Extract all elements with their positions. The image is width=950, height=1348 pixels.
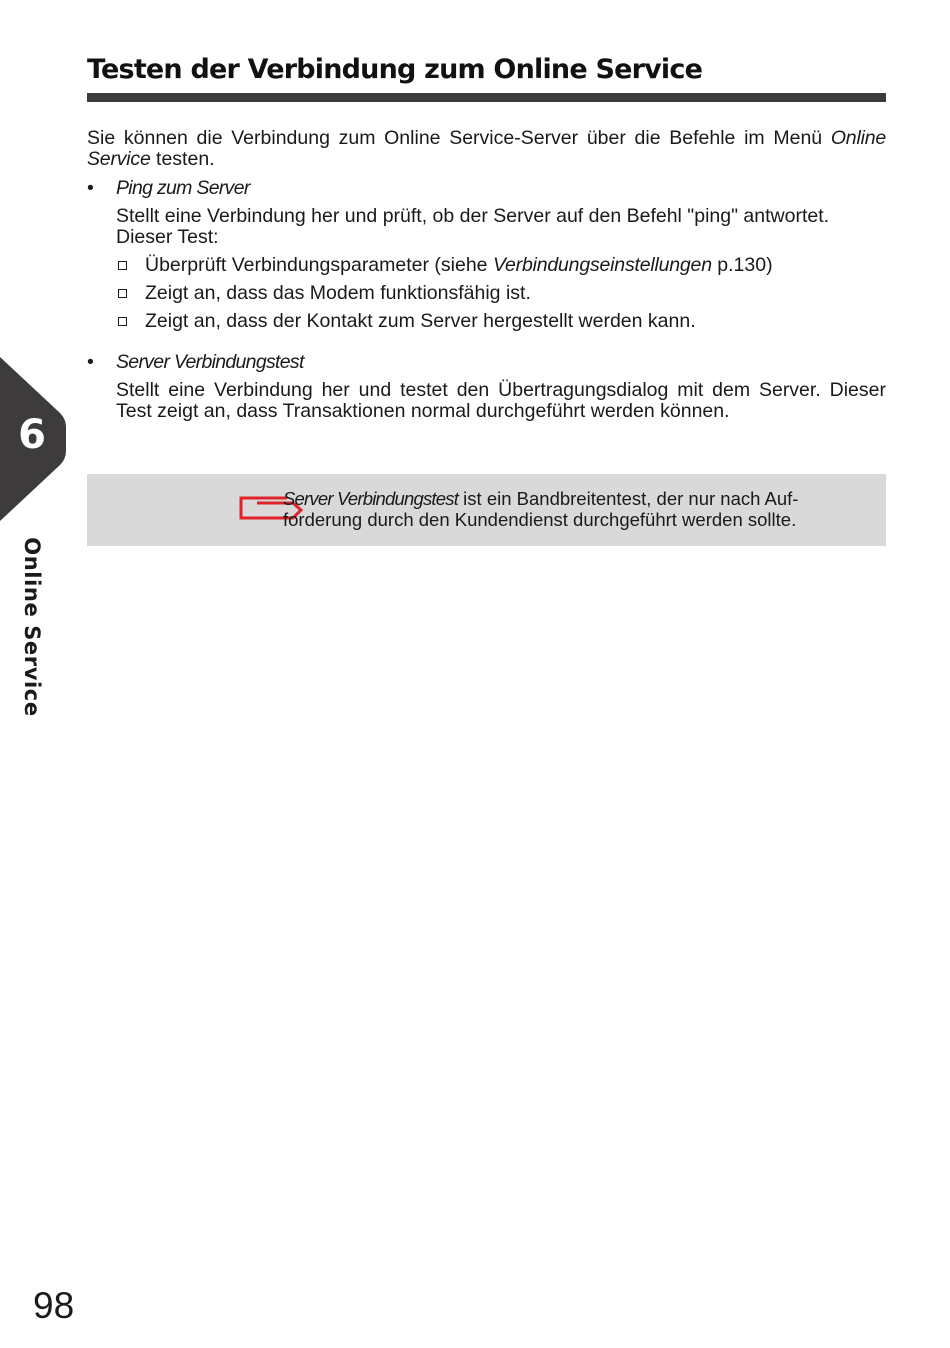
bullet-ping (87, 178, 886, 332)
note-box (87, 474, 886, 546)
bullet-marker: • (87, 177, 94, 199)
list-item-text-before: Überprüft Verbindungsparameter (siehe (145, 254, 493, 276)
page-title: Testen der Verbindung zum Online Service (87, 54, 703, 85)
bullet-description: Stellt eine Verbindung her und prüft, ob der Server auf den Befehl "ping" antwortet. Dieser Test: (116, 205, 830, 248)
bullet-description: Stellt eine Verbindung her und testet den Übertragungsdialog mit dem Server. Dieser Test zeigt an, dass Transaktionen normal durchgeführt werden können. (116, 379, 886, 422)
bullet-title: Server Verbindungstest (116, 351, 304, 373)
intro-paragraph (87, 128, 886, 170)
menu-name: Online Service (87, 127, 886, 170)
main-content (87, 128, 886, 422)
note-emphasis: Server Verbindungstest (283, 488, 459, 509)
note-text (283, 488, 873, 530)
cross-reference-link[interactable]: Verbindungseinstellungen (492, 254, 712, 276)
page-number: 98 (33, 1285, 75, 1326)
intro-text-after: testen. (150, 148, 215, 170)
list-item (116, 255, 886, 276)
square-bullet-icon (118, 261, 127, 270)
list-item (116, 311, 886, 332)
bullet-server-test (87, 352, 886, 422)
chapter-label: Online Service (20, 537, 44, 717)
ping-checklist (116, 255, 886, 332)
bullet-title: Ping zum Server (116, 177, 250, 199)
note-body: ist ein Bandbreitentest, der nur nach Auf-forderung durch den Kundendienst durchgeführt werden sollte. (283, 488, 799, 530)
title-rule (87, 93, 886, 102)
list-item-text: Zeigt an, dass das Modem funktionsfähig ist. (145, 282, 531, 304)
square-bullet-icon (118, 289, 127, 298)
list-item-text-after: p.130) (711, 254, 773, 276)
square-bullet-icon (118, 317, 127, 326)
list-item (116, 283, 886, 304)
bullet-marker: • (87, 351, 94, 373)
list-item-text: Zeigt an, dass der Kontakt zum Server hergestellt werden kann. (145, 310, 696, 332)
intro-text-before: Sie können die Verbindung zum Online Service-Server über die Befehle im Menü (87, 127, 831, 149)
chapter-number: 6 (18, 412, 46, 458)
